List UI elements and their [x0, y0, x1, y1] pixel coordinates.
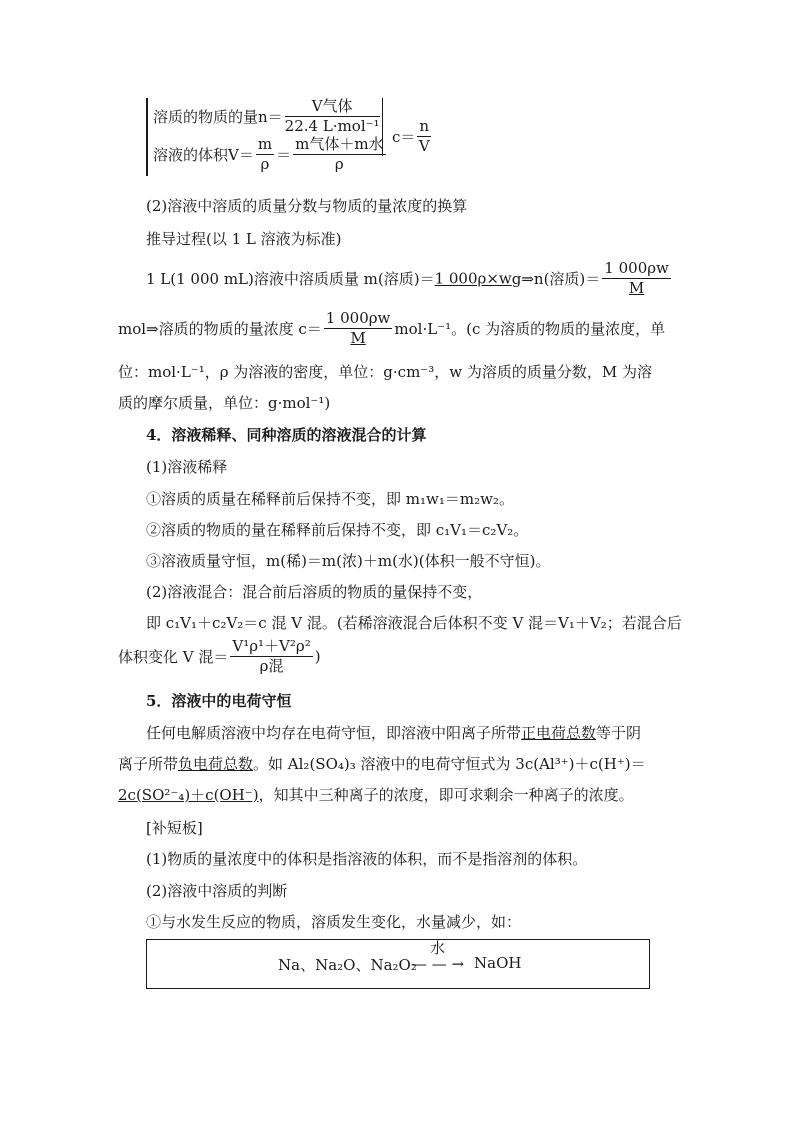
- supplement-3: ①与水发生反应的物质，溶质发生变化，水量减少，如：: [146, 913, 522, 931]
- section-4-1: (1)溶液稀释: [146, 458, 228, 476]
- reaction-right: NaOH: [474, 954, 522, 972]
- supplement-1: (1)物质的量浓度中的体积是指溶液的体积，而不是指溶剂的体积。: [146, 850, 588, 868]
- rule-1: ①溶质的质量在稀释前后保持不变，即 m₁w₁＝m₂w₂。: [146, 490, 514, 508]
- charge-line-2: 离子所带负电荷总数。如 Al₂(SO₄)₃ 溶液中的电荷守恒式为 3c(Al³⁺)＋c(H⁺)＝: [118, 755, 646, 773]
- section-4-2: (2)溶液混合：混合前后溶质的物质的量保持不变，: [146, 583, 483, 601]
- right-brace: [376, 98, 383, 156]
- charge-line-1: 任何电解质溶液中均存在电荷守恒，即溶液中阳离子所带正电荷总数等于阴: [146, 724, 642, 742]
- derive-line-3: 位：mol·L⁻¹，ρ 为溶液的密度，单位：g·cm⁻³，w 为溶质的质量分数，M 为溶: [118, 363, 652, 381]
- n-num: V气体: [285, 98, 380, 117]
- n-formula-line: [153, 98, 382, 135]
- rule-2: ②溶质的物质的量在稀释前后保持不变，即 c₁V₁＝c₂V₂。: [146, 521, 529, 539]
- derive-line-4: 质的摩尔质量，单位：g·mol⁻¹): [118, 394, 331, 412]
- n-den: 22.4 L·mol⁻¹: [284, 117, 380, 135]
- mix-line-1: 即 c₁V₁＋c₂V₂＝c 混 V 混。(若稀溶液混合后体积不变 V 混＝V₁＋V₂；若混合后: [146, 614, 682, 632]
- supplement-2: (2)溶液中溶质的判断: [146, 882, 288, 900]
- rule-3: ③溶液质量守恒，m(稀)＝m(浓)＋m(水)(体积一般不守恒)。: [146, 552, 551, 570]
- reaction-arrow: — — →: [412, 955, 465, 973]
- reaction-over: 水: [430, 939, 446, 957]
- c-fraction: $\frac{n}{V}$: [418, 117, 430, 155]
- n-fraction: [285, 98, 380, 135]
- reaction-left: Na、Na₂O、Na₂O₂: [278, 956, 417, 974]
- v-fraction-1: $\frac{m}{\rho}$: [257, 135, 273, 173]
- charge-line-3: 2c(SO²⁻₄)＋c(OH⁻)，知其中三种离子的浓度，即可求剩余一种离子的浓度。: [118, 786, 634, 804]
- derive2-fraction: $\frac{1 000\rho w}{M}$: [325, 309, 391, 347]
- n-label: 溶质的物质的量n＝: [153, 108, 283, 126]
- c-formula: c＝ $\frac{n}{V}$: [392, 117, 430, 155]
- section-2-title: (2)溶液中溶质的质量分数与物质的量浓度的换算: [146, 197, 468, 215]
- v-formula-line: 溶液的体积V＝ $\frac{m}{\rho}$ ＝ $\frac{\text{m气体＋m水}}{\rho}$: [153, 135, 384, 173]
- mix-fraction: $\frac{\text{V¹ρ¹＋V²ρ²}}{\text{ρ混}}$: [232, 637, 311, 675]
- derive-line-1: 1 L(1 000 mL)溶液中溶质质量 m(溶质)＝1 000ρ×wg⇒n(溶质)＝ $\frac{1 000\rho w}{M}$: [146, 259, 669, 297]
- derive-title: 推导过程(以 1 L 溶液为标准): [146, 230, 342, 248]
- section-5-title: 5．溶液中的电荷守恒: [146, 692, 292, 710]
- supplement-title: [补短板]: [146, 819, 203, 837]
- v-label: 溶液的体积V＝: [153, 146, 254, 164]
- derive1-fraction: $\frac{1 000\rho w}{M}$: [604, 259, 669, 297]
- derive-line-2: mol⇒溶质的物质的量浓度 c＝ $\frac{1 000\rho w}{M}$ mol·L⁻¹。(c 为溶质的物质的量浓度，单: [118, 309, 666, 347]
- v-fraction-2: $\frac{\text{m气体＋m水}}{\rho}$: [295, 135, 384, 173]
- section-4-title: 4．溶液稀释、同种溶质的溶液混合的计算: [146, 426, 427, 444]
- mix-line-2: 体积变化 V 混＝ $\frac{\text{V¹ρ¹＋V²ρ²}}{\text{ρ混}}$ ): [118, 637, 321, 675]
